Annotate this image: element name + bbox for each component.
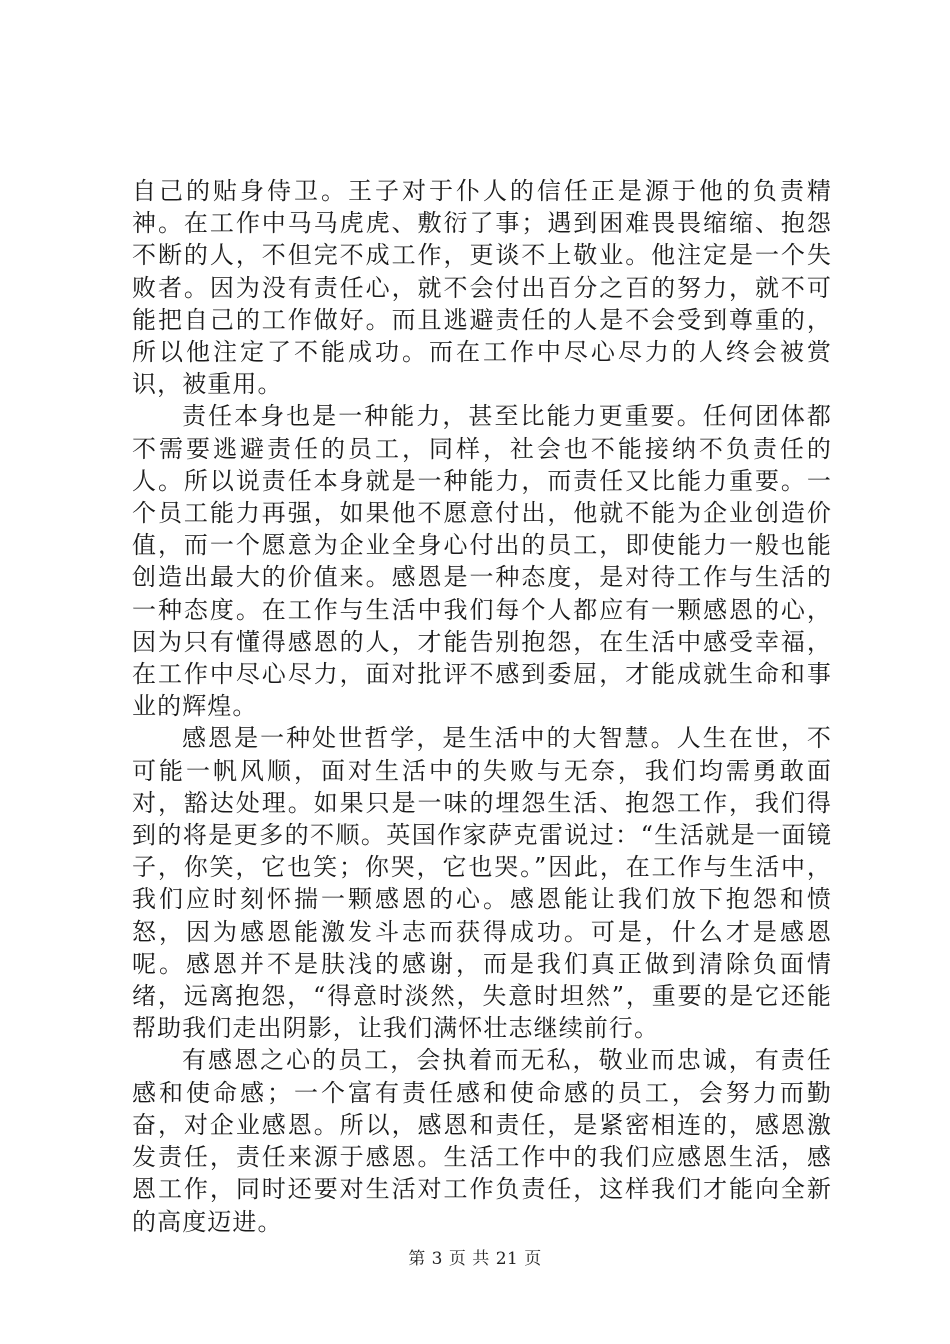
paragraph-3: 感恩是一种处世哲学，是生活中的大智慧。人生在世，不可能一帆风顺，面对生活中的失败与无奈，我们均需勇敢面对，豁达处理。如果只是一味的埋怨生活、抱怨工作，我们得到的将是更多的不顺。英国作家萨克雷说过：“生活就是一面镜子，你笑，它也笑；你哭，它也哭。”因此，在工作与生活中，我们应时刻怀揣一颗感恩的心。感恩能让我们放下抱怨和愤怒，因为感恩能激发斗志而获得成功。可是，什么才是感恩呢。感恩并不是肤浅的感谢，而是我们真正做到清除负面情绪，远离抱怨，“得意时淡然，失意时坦然”，重要的是它还能帮助我们走出阴影，让我们满怀壮志继续前行。 (132, 724, 832, 1043)
paragraph-4: 有感恩之心的员工，会执着而无私，敬业而忠诚，有责任感和使命感；一个富有责任感和使命感的员工，会努力而勤奋，对企业感恩。所以，感恩和责任，是紧密相连的，感恩激发责任，责任来源于感恩。生活工作中的我们应感恩生活，感恩工作，同时还要对生活对工作负责任，这样我们才能向全新的高度迈进。 (132, 1046, 832, 1236)
document-body (132, 175, 832, 1238)
page-number-footer: 第 3 页 共 21 页 (408, 1249, 542, 1269)
paragraph-2: 责任本身也是一种能力，甚至比能力更重要。任何团体都不需要逃避责任的员工，同样，社会也不能接纳不负责任的人。所以说责任本身就是一种能力，而责任又比能力重要。一个员工能力再强，如果他不愿意付出，他就不能为企业创造价值，而一个愿意为企业全身心付出的员工，即使能力一般也能创造出最大的价值来。感恩是一种态度，是对待工作与生活的一种态度。在工作与生活中我们每个人都应有一颗感恩的心，因为只有懂得感恩的人，才能告别抱怨，在生活中感受幸福，在工作中尽心尽力，面对批评不感到委屈，才能成就生命和事业的辉煌。 (132, 402, 832, 721)
paragraph-1: 自己的贴身侍卫。王子对于仆人的信任正是源于他的负责精神。在工作中马马虎虎、敷衍了事；遇到困难畏畏缩缩、抱怨不断的人，不但完不成工作，更谈不上敬业。他注定是一个失败者。因为没有责任心，就不会付出百分之百的努力，就不可能把自己的工作做好。而且逃避责任的人是不会受到尊重的，所以他注定了不能成功。而在工作中尽心尽力的人终会被赏识，被重用。 (132, 177, 832, 399)
